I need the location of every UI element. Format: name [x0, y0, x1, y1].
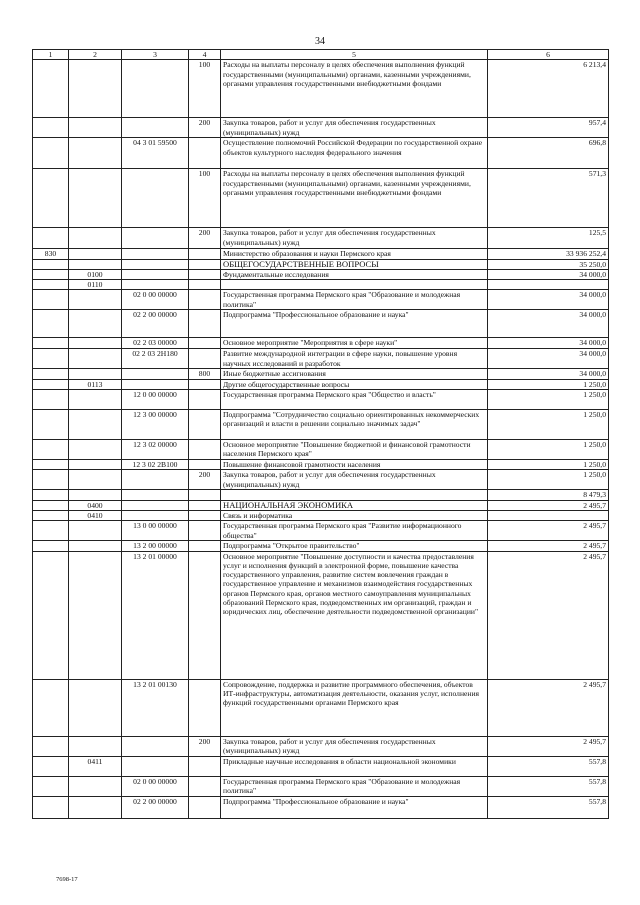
expense-type-cell: 100 — [189, 169, 221, 228]
description-cell: Министерство образования и науки Пермского края — [221, 249, 488, 259]
table-row — [33, 390, 609, 410]
table-row — [33, 228, 609, 249]
section-code-cell — [69, 551, 122, 679]
amount-cell: 1 250,0 — [488, 470, 609, 490]
description-cell: Прикладные научные исследования в области национальной экономики — [221, 756, 488, 776]
expense-type-cell — [189, 249, 221, 259]
ministry-code-cell — [33, 776, 69, 796]
target-article-cell — [122, 228, 189, 249]
ministry-code-cell — [33, 349, 69, 369]
section-code-cell: 0113 — [69, 379, 122, 389]
expense-type-cell — [189, 379, 221, 389]
amount-cell: 34 000,0 — [488, 269, 609, 279]
expense-type-cell — [189, 138, 221, 169]
ministry-code-cell — [33, 280, 69, 290]
section-code-cell — [69, 60, 122, 118]
expense-type-cell — [189, 756, 221, 776]
table-row — [33, 551, 609, 679]
section-code-cell — [69, 679, 122, 736]
expense-type-cell — [189, 510, 221, 520]
section-code-cell: 0100 — [69, 269, 122, 279]
description-cell: Сопровождение, поддержка и развитие программного обеспечения, объектов ИТ-инфраструктуры, автоматизация деятельности, оказания услуг, исполнения функций государственными органами Пермского края — [221, 679, 488, 736]
ministry-code-cell — [33, 490, 69, 500]
description-cell — [221, 280, 488, 290]
ministry-code-cell — [33, 796, 69, 818]
section-code-cell — [69, 310, 122, 338]
table-row — [33, 440, 609, 460]
description-cell: Закупка товаров, работ и услуг для обеспечения государственных (муниципальных) нужд — [221, 118, 488, 138]
table-row — [33, 500, 609, 510]
section-code-cell — [69, 169, 122, 228]
amount-cell: 557,8 — [488, 796, 609, 818]
table-row — [33, 349, 609, 369]
amount-cell: 34 000,0 — [488, 369, 609, 379]
page-number: 34 — [315, 36, 325, 47]
header-cell: 5 — [221, 50, 488, 60]
ministry-code-cell — [33, 510, 69, 520]
target-article-cell — [122, 510, 189, 520]
table-row — [33, 410, 609, 440]
description-cell: Закупка товаров, работ и услуг для обеспечения государственных (муниципальных) нужд — [221, 228, 488, 249]
expense-type-cell: 800 — [189, 369, 221, 379]
target-article-cell: 02 2 00 00000 — [122, 796, 189, 818]
description-cell: НАЦИОНАЛЬНАЯ ЭКОНОМИКА — [221, 500, 488, 510]
target-article-cell — [122, 379, 189, 389]
ministry-code-cell — [33, 169, 69, 228]
ministry-code-cell — [33, 310, 69, 338]
target-article-cell — [122, 756, 189, 776]
table-row — [33, 118, 609, 138]
amount-cell: 1 250,0 — [488, 379, 609, 389]
expense-type-cell: 200 — [189, 228, 221, 249]
table-row — [33, 269, 609, 279]
target-article-cell — [122, 118, 189, 138]
expense-type-cell — [189, 776, 221, 796]
target-article-cell: 04 3 01 59500 — [122, 138, 189, 169]
expense-type-cell — [189, 269, 221, 279]
table-row — [33, 249, 609, 259]
table-row — [33, 541, 609, 551]
description-cell: Государственная программа Пермского края "Образование и молодежная политика" — [221, 290, 488, 310]
description-cell: Осуществление полномочий Российской Федерации по государственной охране объектов культурного наследия федерального значения — [221, 138, 488, 169]
section-code-cell: 0400 — [69, 500, 122, 510]
section-code-cell: 0410 — [69, 510, 122, 520]
expense-type-cell — [189, 259, 221, 269]
table-row — [33, 736, 609, 756]
expense-type-cell — [189, 521, 221, 541]
ministry-code-cell — [33, 410, 69, 440]
description-cell: Фундаментальные исследования — [221, 269, 488, 279]
amount-cell: 1 250,0 — [488, 410, 609, 440]
table-row — [33, 259, 609, 269]
target-article-cell — [122, 470, 189, 490]
expense-type-cell — [189, 460, 221, 470]
amount-cell: 557,8 — [488, 776, 609, 796]
description-cell: Основное мероприятие "Мероприятия в сфере науки" — [221, 338, 488, 349]
amount-cell: 34 000,0 — [488, 290, 609, 310]
amount-cell: 35 250,0 — [488, 259, 609, 269]
ministry-code-cell — [33, 390, 69, 410]
target-article-cell: 02 0 00 00000 — [122, 290, 189, 310]
expense-type-cell — [189, 679, 221, 736]
ministry-code-cell — [33, 369, 69, 379]
description-cell: Подпрограмма "Сотрудничество социально ориентированных некоммерческих организаций и власти в решении социально значимых задач" — [221, 410, 488, 440]
ministry-code-cell — [33, 259, 69, 269]
section-code-cell — [69, 290, 122, 310]
description-cell: Развитие международной интеграции в сфере науки, повышение уровня научных исследований и разработок — [221, 349, 488, 369]
expense-type-cell: 200 — [189, 118, 221, 138]
section-code-cell — [69, 228, 122, 249]
expense-type-cell — [189, 290, 221, 310]
ministry-code-cell — [33, 521, 69, 541]
ministry-code-cell — [33, 228, 69, 249]
section-code-cell — [69, 349, 122, 369]
header-cell: 2 — [69, 50, 122, 60]
table-row — [33, 756, 609, 776]
ministry-code-cell — [33, 460, 69, 470]
table-row — [33, 290, 609, 310]
target-article-cell — [122, 490, 189, 500]
expense-type-cell: 200 — [189, 470, 221, 490]
section-code-cell — [69, 249, 122, 259]
table-row — [33, 490, 609, 500]
table-row — [33, 138, 609, 169]
table-row — [33, 60, 609, 118]
expense-type-cell — [189, 310, 221, 338]
ministry-code-cell — [33, 60, 69, 118]
target-article-cell — [122, 259, 189, 269]
table-row — [33, 369, 609, 379]
amount-cell: 2 495,7 — [488, 521, 609, 541]
ministry-code-cell — [33, 440, 69, 460]
section-code-cell — [69, 541, 122, 551]
ministry-code-cell — [33, 338, 69, 349]
ministry-code-cell — [33, 379, 69, 389]
target-article-cell: 13 2 01 00130 — [122, 679, 189, 736]
section-code-cell — [69, 440, 122, 460]
target-article-cell — [122, 169, 189, 228]
expense-type-cell — [189, 410, 221, 440]
description-cell: Связь и информатика — [221, 510, 488, 520]
target-article-cell: 13 2 01 00000 — [122, 551, 189, 679]
amount-cell: 34 000,0 — [488, 349, 609, 369]
ministry-code-cell — [33, 500, 69, 510]
table-row — [33, 280, 609, 290]
section-code-cell: 0110 — [69, 280, 122, 290]
expense-type-cell — [189, 551, 221, 679]
section-code-cell — [69, 369, 122, 379]
section-code-cell — [69, 776, 122, 796]
ministry-code-cell — [33, 736, 69, 756]
header-cell: 1 — [33, 50, 69, 60]
expense-type-cell — [189, 500, 221, 510]
ministry-code-cell — [33, 269, 69, 279]
expense-type-cell — [189, 338, 221, 349]
amount-cell: 571,3 — [488, 169, 609, 228]
target-article-cell — [122, 500, 189, 510]
amount-cell: 557,8 — [488, 756, 609, 776]
section-code-cell — [69, 736, 122, 756]
description-cell: ОБЩЕГОСУДАРСТВЕННЫЕ ВОПРОСЫ — [221, 259, 488, 269]
description-cell: Основное мероприятие "Повышение доступности и качества предоставления услуг и исполнения функций в электронной форме, повышение качества государственного управления, развитие систем вовлечения граждан в государственное управление и механизмов взаимодействия государственных органов Пермского края, органов местного самоуправления муниципальных образований Пермского края, подведомственных им организаций, граждан и юридических лиц, обеспечение деятельности подведомственной организации" — [221, 551, 488, 679]
table-row — [33, 510, 609, 520]
section-code-cell — [69, 460, 122, 470]
amount-cell: 2 495,7 — [488, 736, 609, 756]
ministry-code-cell: 830 — [33, 249, 69, 259]
amount-cell: 1 250,0 — [488, 390, 609, 410]
section-code-cell — [69, 338, 122, 349]
amount-cell: 33 936 252,4 — [488, 249, 609, 259]
target-article-cell — [122, 60, 189, 118]
budget-table — [32, 49, 609, 819]
description-cell: Закупка товаров, работ и услуг для обеспечения государственных (муниципальных) нужд — [221, 736, 488, 756]
target-article-cell: 13 2 00 00000 — [122, 541, 189, 551]
amount-cell — [488, 510, 609, 520]
amount-cell — [488, 280, 609, 290]
description-cell — [221, 490, 488, 500]
table-row — [33, 470, 609, 490]
target-article-cell: 13 0 00 00000 — [122, 521, 189, 541]
expense-type-cell — [189, 349, 221, 369]
description-cell: Расходы на выплаты персоналу в целях обеспечения выполнения функций государственными (муниципальными) органами, казенными учреждениями, органами управления государственными внебюджетными фондами — [221, 60, 488, 118]
amount-cell: 696,8 — [488, 138, 609, 169]
amount-cell: 6 213,4 — [488, 60, 609, 118]
expense-type-cell — [189, 490, 221, 500]
section-code-cell: 0411 — [69, 756, 122, 776]
table-row — [33, 379, 609, 389]
target-article-cell: 02 0 00 00000 — [122, 776, 189, 796]
target-article-cell: 12 3 00 00000 — [122, 410, 189, 440]
section-code-cell — [69, 410, 122, 440]
target-article-cell — [122, 269, 189, 279]
table-row — [33, 521, 609, 541]
header-cell: 4 — [189, 50, 221, 60]
expense-type-cell — [189, 541, 221, 551]
ministry-code-cell — [33, 470, 69, 490]
table-row — [33, 679, 609, 736]
description-cell: Государственная программа Пермского края "Развитие информационного общества" — [221, 521, 488, 541]
description-cell: Иные бюджетные ассигнования — [221, 369, 488, 379]
amount-cell: 2 495,7 — [488, 541, 609, 551]
table-row — [33, 776, 609, 796]
section-code-cell — [69, 490, 122, 500]
expense-type-cell — [189, 796, 221, 818]
target-article-cell: 02 2 03 2Н180 — [122, 349, 189, 369]
section-code-cell — [69, 390, 122, 410]
table-row — [33, 169, 609, 228]
section-code-cell — [69, 118, 122, 138]
description-cell: Подпрограмма "Профессиональное образование и наука" — [221, 796, 488, 818]
amount-cell: 2 495,7 — [488, 551, 609, 679]
amount-cell: 2 495,7 — [488, 679, 609, 736]
ministry-code-cell — [33, 138, 69, 169]
target-article-cell — [122, 249, 189, 259]
amount-cell: 125,5 — [488, 228, 609, 249]
ministry-code-cell — [33, 551, 69, 679]
header-cell: 6 — [488, 50, 609, 60]
description-cell: Основное мероприятие "Повышение бюджетной и финансовой грамотности населения Пермского края" — [221, 440, 488, 460]
description-cell: Расходы на выплаты персоналу в целях обеспечения выполнения функций государственными (муниципальными) органами, казенными учреждениями, органами управления государственными внебюджетными фондами — [221, 169, 488, 228]
description-cell: Подпрограмма "Открытое правительство" — [221, 541, 488, 551]
amount-cell: 2 495,7 — [488, 500, 609, 510]
section-code-cell — [69, 259, 122, 269]
expense-type-cell — [189, 390, 221, 410]
amount-cell: 1 250,0 — [488, 460, 609, 470]
header-cell: 3 — [122, 50, 189, 60]
description-cell: Закупка товаров, работ и услуг для обеспечения государственных (муниципальных) нужд — [221, 470, 488, 490]
expense-type-cell: 200 — [189, 736, 221, 756]
amount-cell: 34 000,0 — [488, 310, 609, 338]
expense-type-cell — [189, 280, 221, 290]
description-cell: Подпрограмма "Профессиональное образование и наука" — [221, 310, 488, 338]
target-article-cell: 12 3 02 00000 — [122, 440, 189, 460]
ministry-code-cell — [33, 118, 69, 138]
expense-type-cell — [189, 440, 221, 460]
target-article-cell — [122, 369, 189, 379]
section-code-cell — [69, 470, 122, 490]
ministry-code-cell — [33, 541, 69, 551]
table-row — [33, 460, 609, 470]
amount-cell: 1 250,0 — [488, 440, 609, 460]
section-code-cell — [69, 138, 122, 169]
footer-document-code: 7698-17 — [56, 876, 78, 883]
table-row — [33, 796, 609, 818]
target-article-cell — [122, 736, 189, 756]
table-row — [33, 310, 609, 338]
amount-cell: 34 000,0 — [488, 338, 609, 349]
ministry-code-cell — [33, 290, 69, 310]
description-cell: Повышение финансовой грамотности населения — [221, 460, 488, 470]
description-cell: Другие общегосударственные вопросы — [221, 379, 488, 389]
amount-cell: 957,4 — [488, 118, 609, 138]
table-header-row — [33, 50, 609, 60]
description-cell: Государственная программа Пермского края "Общество и власть" — [221, 390, 488, 410]
target-article-cell: 02 2 03 00000 — [122, 338, 189, 349]
ministry-code-cell — [33, 679, 69, 736]
target-article-cell: 12 0 00 00000 — [122, 390, 189, 410]
description-cell: Государственная программа Пермского края "Образование и молодежная политика" — [221, 776, 488, 796]
expense-type-cell: 100 — [189, 60, 221, 118]
table-row — [33, 338, 609, 349]
target-article-cell: 12 3 02 2В100 — [122, 460, 189, 470]
target-article-cell — [122, 280, 189, 290]
amount-cell: 8 479,3 — [488, 490, 609, 500]
section-code-cell — [69, 521, 122, 541]
ministry-code-cell — [33, 756, 69, 776]
section-code-cell — [69, 796, 122, 818]
target-article-cell: 02 2 00 00000 — [122, 310, 189, 338]
